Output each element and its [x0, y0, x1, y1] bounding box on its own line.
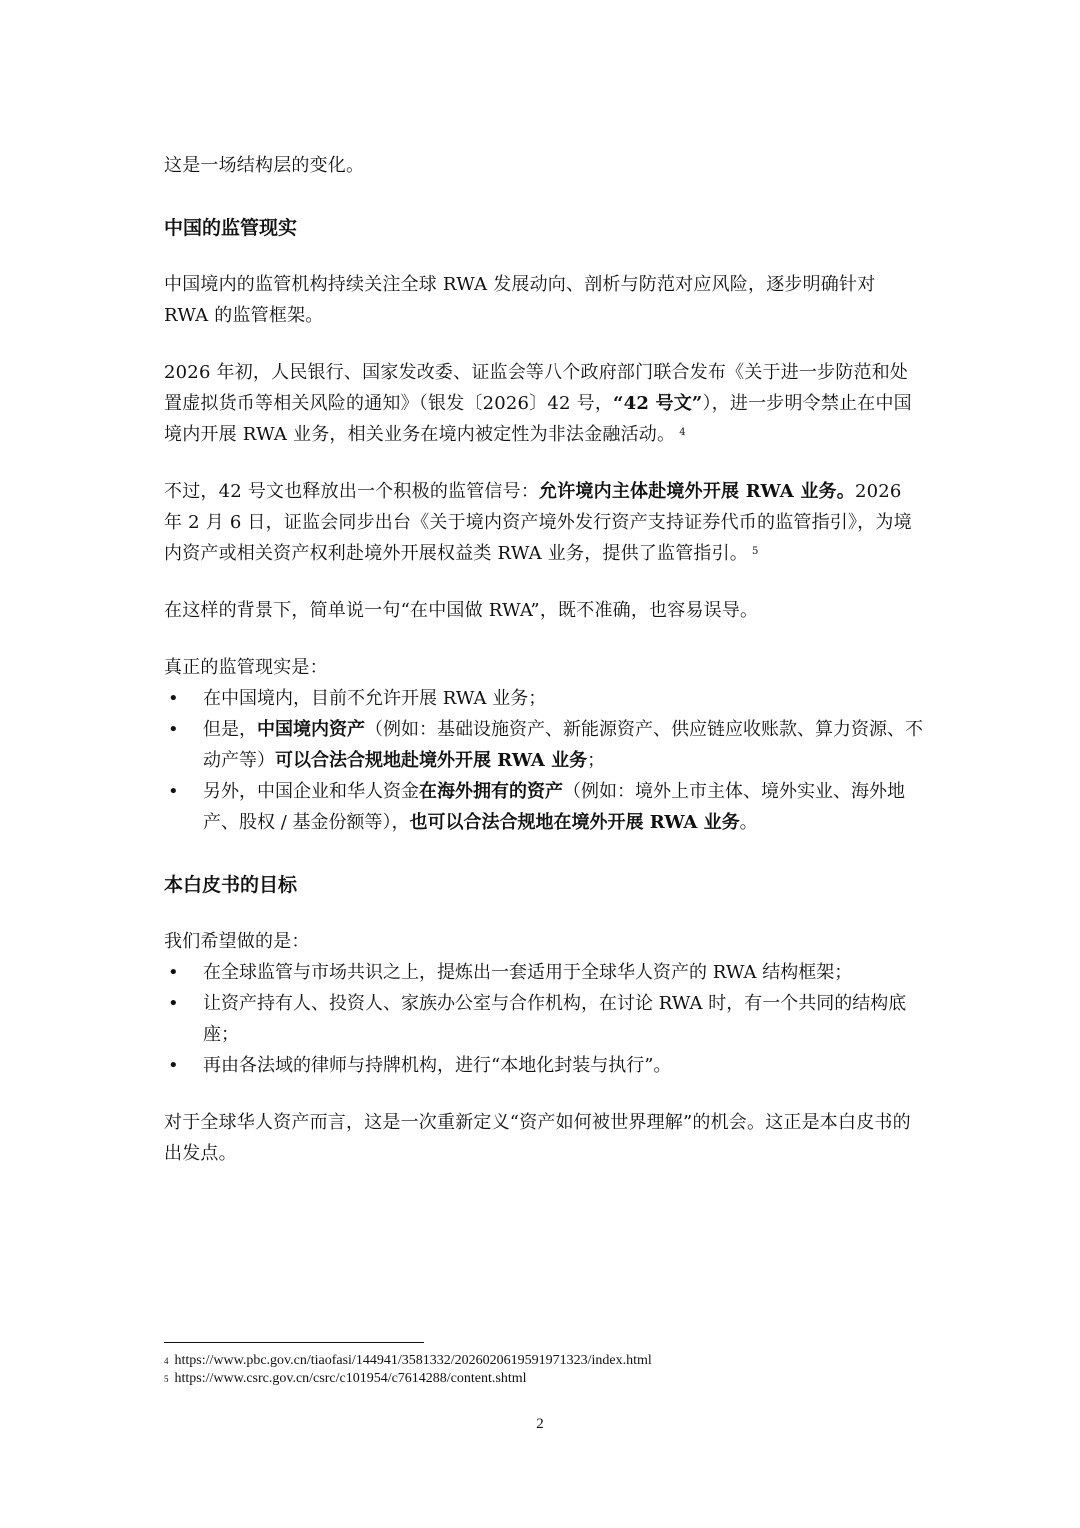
footnote-5	[164, 1370, 527, 1388]
list-item	[164, 683, 924, 714]
text: （例如：基础设施资产、新能源资产、供应链应收账款、算力资源、不动产等）	[203, 719, 923, 771]
intro-paragraph: 这是一场结构层的变化。	[164, 155, 365, 176]
text: ；	[587, 750, 606, 771]
footnote-divider	[164, 1342, 424, 1343]
document-body	[164, 150, 924, 1169]
paragraph-context: 在这样的背景下，简单说一句“在中国做 RWA”，既不准确，也容易误导。	[164, 600, 759, 621]
text: 在中国境内，目前不允许开展 RWA 业务；	[203, 688, 547, 709]
footnote-ref-4[interactable]: 4	[679, 427, 686, 438]
bold-text: 在海外拥有的资产	[419, 781, 563, 802]
footnote-ref-5[interactable]: 5	[752, 546, 759, 557]
list-item: • 在全球监管与市场共识之上，提炼出一套适用于全球华人资产的 RWA 结构框架；	[164, 957, 924, 988]
goals-list	[164, 957, 924, 1081]
text: 不过，42 号文也释放出一个积极的监管信号：	[164, 481, 540, 502]
paragraph-conclusion: 对于全球华人资产而言，这是一次重新定义“资产如何被世界理解”的机会。这正是本白皮书的出发点。	[164, 1112, 911, 1164]
text: 2026 年初，人民银行、国家发改委、证监会等八个政府部门联合发布《关于进一步防范和处置虚拟货币等相关风险的通知》（银发〔2026〕42 号，	[164, 362, 909, 414]
text: ），进一步明令禁止在中国境内开展 RWA 业务，相关业务在境内被定性为非法金融活动。	[164, 393, 912, 445]
paragraph-goals-lead: 我们希望做的是：	[164, 931, 310, 952]
page-number: 2	[536, 1416, 544, 1432]
regulatory-reality-list	[164, 683, 924, 838]
footnote-number: 5	[164, 1374, 169, 1384]
list-item	[164, 714, 924, 776]
list-item	[164, 776, 924, 838]
bold-text: 允许境内主体赴境外开展 RWA 业务。	[539, 481, 855, 502]
paragraph-regulators: 中国境内的监管机构持续关注全球 RWA 发展动向、剖析与防范对应风险，逐步明确针对 RWA 的监管框架。	[164, 274, 876, 326]
list-item: • 让资产持有人、投资人、家族办公室与合作机构，在讨论 RWA 时，有一个共同的结构底座；	[164, 988, 924, 1050]
bold-text: 可以合法合规地赴境外开展 RWA 业务	[275, 750, 588, 771]
footnote-4	[164, 1352, 652, 1370]
section-heading-goals: 本白皮书的目标	[164, 874, 298, 896]
footnote-link[interactable]: https://www.pbc.gov.cn/tiaofasi/144941/3581332/2026020619591971323/index.html	[174, 1353, 652, 1368]
text: 2026 年 2 月 6 日，证监会同步出台《关于境内资产境外发行资产支持证券代币的监管指引》，为境内资产或相关资产权利赴境外开展权益类 RWA 业务，提供了监管指引。	[164, 481, 912, 564]
bold-text: 也可以合法合规地在境外开展 RWA 业务	[409, 812, 740, 833]
paragraph-positive-signal	[164, 476, 924, 569]
bold-text: 中国境内资产	[257, 719, 365, 740]
text: （例如：境外上市主体、境外实业、海外地产、股权 / 基金份额等），	[203, 781, 905, 833]
list-item: • 再由各法域的律师与持牌机构，进行“本地化封装与执行”。	[164, 1050, 924, 1081]
section-heading-regulation: 中国的监管现实	[164, 217, 298, 239]
footnote-number: 4	[164, 1356, 169, 1366]
bold-text: “42 号文”	[613, 393, 703, 414]
text: 但是，	[203, 719, 257, 740]
paragraph-reality-lead: 真正的监管现实是：	[164, 657, 328, 678]
text: 另外，中国企业和华人资金	[203, 781, 419, 802]
footnote-link[interactable]: https://www.csrc.gov.cn/csrc/c101954/c7614288/content.shtml	[174, 1371, 527, 1386]
paragraph-notice-42	[164, 357, 924, 450]
text: 。	[739, 812, 758, 833]
